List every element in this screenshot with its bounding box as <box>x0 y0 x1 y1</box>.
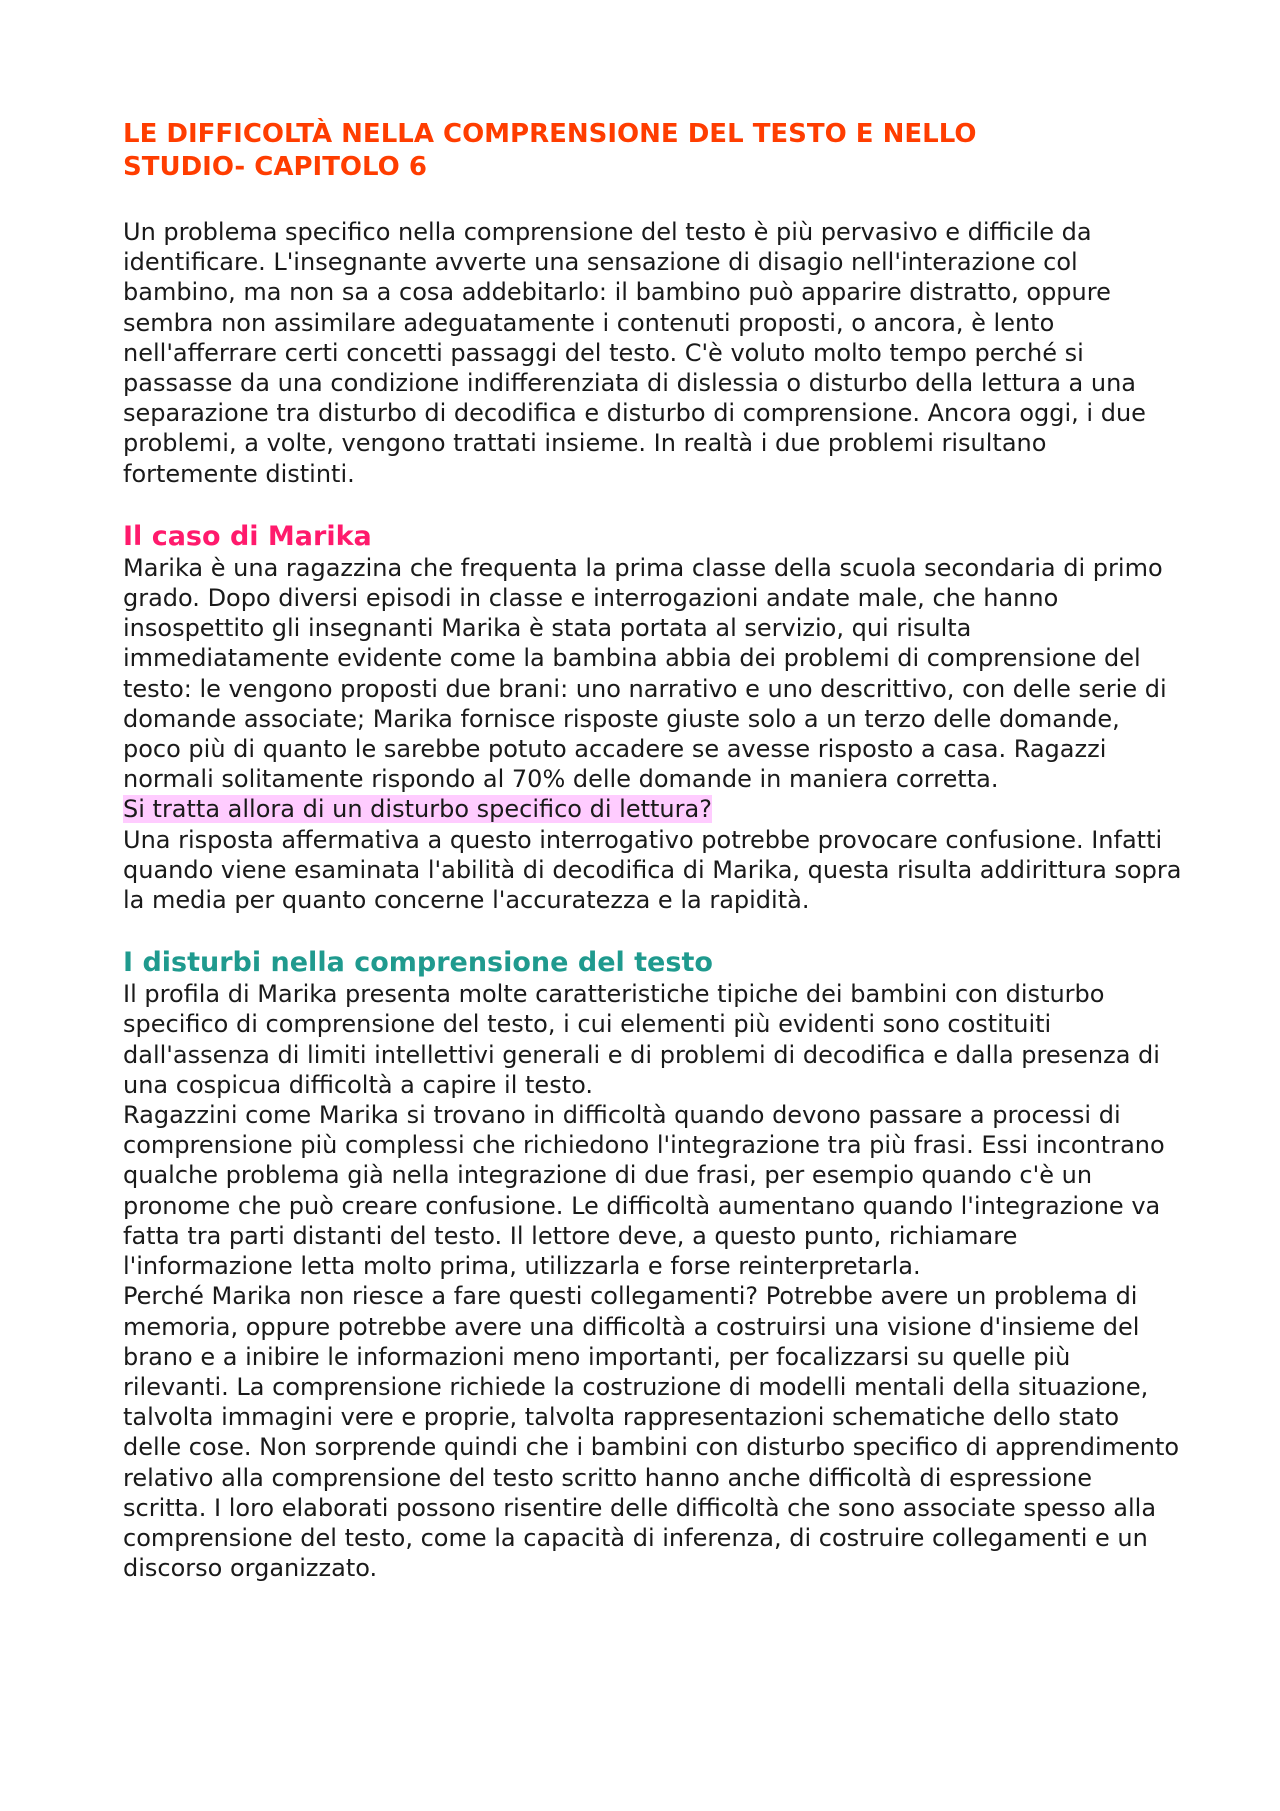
profile-paragraph: Il profila di Marika presenta molte caratteristiche tipiche dei bambini con disturbo specifico di comprensione del testo, i cui elementi più evidenti sono costituiti dall'assenza di limiti intellettivi generali e di problemi di decodifica e dalla presenza di una cospicua difficoltà a capire il testo. <box>123 980 1160 1099</box>
document-page <box>123 118 1183 1583</box>
marika-paragraph: Marika è una ragazzina che frequenta la prima classe della scuola secondaria di primo grado. Dopo diversi episodi in classe e interrogazioni andate male, che hanno insospettito gli insegnanti Marika è stata portata al servizio, qui risulta immediatamente evidente come la bambina abbia dei problemi di comprensione del testo: le vengono proposti due brani: uno narrativo e uno descrittivo, con delle serie di domande associate; Marika fornisce risposte giuste solo a un terzo delle domande, poco più di quanto le sarebbe potuto accadere se avesse risposto a casa. Ragazzi normali solitamente rispondo al 70% delle domande in maniera corretta. <box>123 553 1167 794</box>
highlighted-question <box>123 794 1183 824</box>
integration-paragraph: Ragazzini come Marika si trovano in difficoltà quando devono passare a processi di comprensione più complessi che richiedono l'integrazione tra più frasi. Essi incontrano qualche problema già nella integrazione di due frasi, per esempio quando c'è un pronome che può creare confusione. Le difficoltà aumentano quando l'integrazione va fatta tra parti distanti del testo. Il lettore deve, a questo punto, richiamare l'informazione letta molto prima, utilizzarla e forse reinterpretarla. <box>123 1101 1165 1281</box>
intro-paragraph: Un problema specifico nella comprensione del testo è più pervasivo e difficile da identificare. L'insegnante avverte una sensazione di disagio nell'interazione col bambino, ma non sa a cosa addebitarlo: il bambino può apparire distratto, oppure sembra non assimilare adeguatamente i contenuti proposti, o ancora, è lento nell'afferrare certi concetti passaggi del testo. C'è voluto molto tempo perché si passasse da una condizione indifferenziata di dislessia o disturbo della lettura a una separazione tra disturbo di decodifica e disturbo di comprensione. Ancora oggi, i due problemi, a volte, vengono trattati insieme. In realtà i due problemi risultano fortemente distinti. <box>123 218 1146 488</box>
question-highlight: Si tratta allora di un disturbo specifico di lettura? <box>123 795 712 824</box>
section-heading-caso-marika: Il caso di Marika <box>123 520 372 552</box>
answer-paragraph: Una risposta affermativa a questo interrogativo potrebbe provocare confusione. Infatti quando viene esaminata l'abilità di decodifica di Marika, questa risulta addirittura sopra la media per quanto concerne l'accuratezza e la rapidità. <box>123 825 1182 915</box>
memory-paragraph: Perché Marika non riesce a fare questi collegamenti? Potrebbe avere un problema di memoria, oppure potrebbe avere una difficoltà a costruirsi una visione d'insieme del brano e a inibire le informazioni meno importanti, per focalizzarsi su quelle più rilevanti. La comprensione richiede la costruzione di modelli mentali della situazione, talvolta immagini vere e proprie, talvolta rappresentazioni schematiche dello stato delle cose. Non sorprende quindi che i bambini con disturbo specifico di apprendimento relativo alla comprensione del testo scritto hanno anche difficoltà di espressione scritta. I loro elaborati possono risentire delle difficoltà che sono associate spesso alla comprensione del testo, come la capacità di inferenza, di costruire collegamenti e un discorso organizzato. <box>123 1282 1180 1583</box>
document-title: LE DIFFICOLTÀ NELLA COMPRENSIONE DEL TESTO E NELLO STUDIO- CAPITOLO 6 <box>123 119 977 182</box>
section-heading-disturbi: I disturbi nella comprensione del testo <box>123 947 713 979</box>
